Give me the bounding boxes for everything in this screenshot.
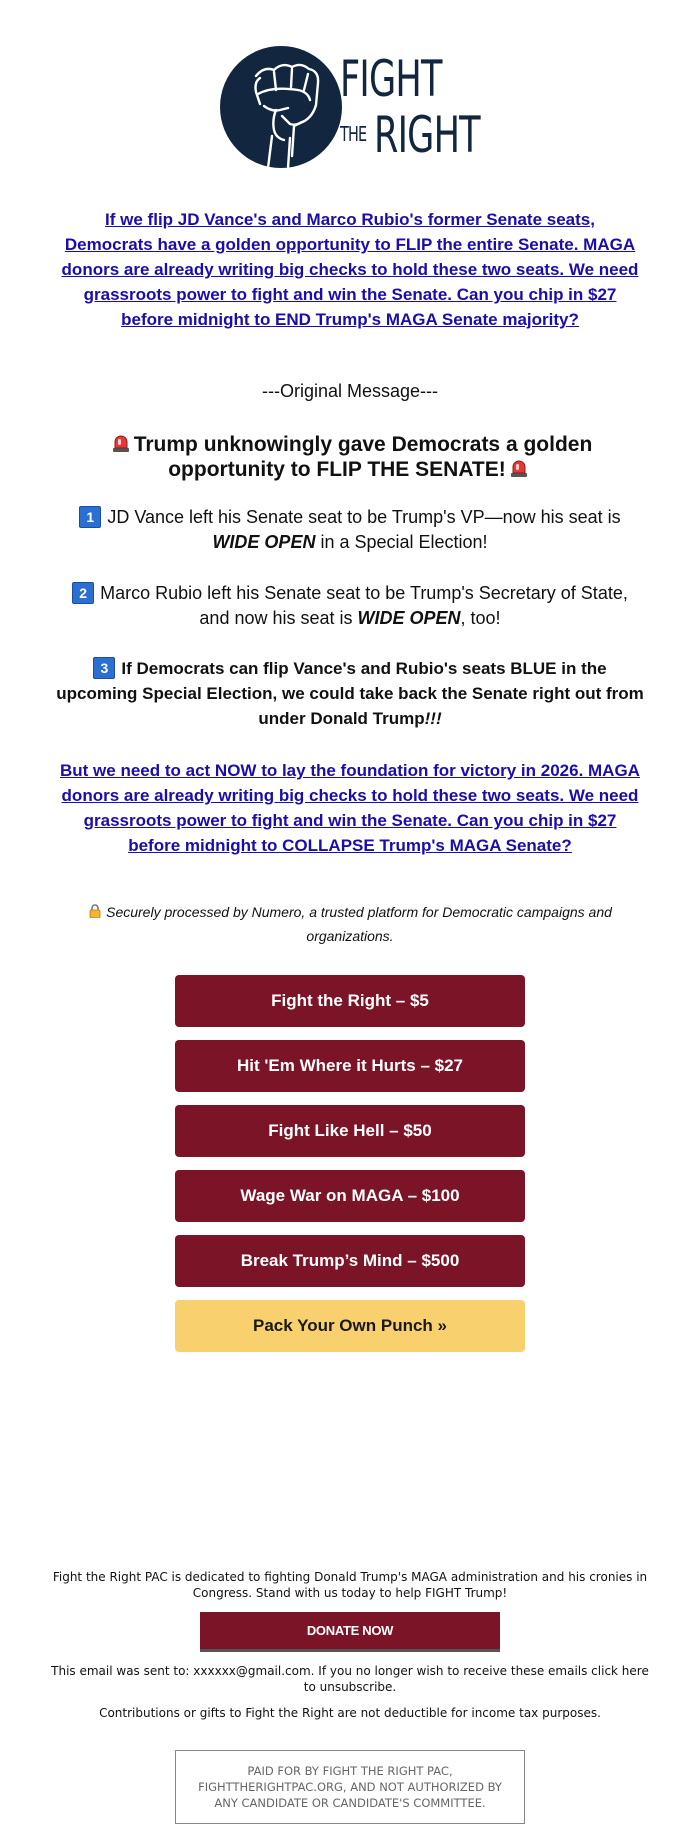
paid-for-text: PAID FOR BY FIGHT THE RIGHT PAC, FIGHTTHERIGHTPAC.ORG, AND NOT AUTHORIZED BY ANY CANDIDATE OR CANDIDATE'S COMMITTEE. [198, 1764, 502, 1810]
secure-processing-note [70, 900, 630, 948]
headline-text: Trump unknowingly gave Democrats a golden opportunity to FLIP THE SENATE! [133, 433, 593, 481]
keycap-one-icon: 1 [79, 506, 101, 528]
custom-amount-button[interactable]: Pack Your Own Punch » [175, 1300, 525, 1352]
donate-now-button[interactable]: DONATE NOW [200, 1612, 500, 1652]
point-two [55, 581, 645, 631]
donate-5-button[interactable]: Fight the Right – $5 [175, 975, 525, 1027]
point-one-emphasis: WIDE OPEN [212, 532, 316, 552]
footer-tax-note: Contributions or gifts to Fight the Right are not deductible for income tax purposes. [99, 1706, 601, 1720]
logo-line-the: THE [340, 122, 367, 146]
donate-27-button[interactable]: Hit 'Em Where it Hurts – $27 [175, 1040, 525, 1092]
raised-fist-icon [220, 46, 342, 168]
point-two-emphasis: WIDE OPEN [357, 608, 461, 628]
intro-donate-link-block [60, 207, 640, 332]
siren-icon [509, 458, 529, 478]
paid-for-disclaimer [175, 1750, 525, 1824]
original-message-divider: ---Original Message--- [261, 381, 439, 401]
donate-50-button[interactable]: Fight Like Hell – $50 [175, 1105, 525, 1157]
donate-100-button[interactable]: Wage War on MAGA – $100 [175, 1170, 525, 1222]
point-three-text: If Democrats can flip Vance's and Rubio's seats BLUE in the upcoming Special Election, we could take back the Senate right out from under Donald Trump [56, 659, 644, 728]
footer-sent-to[interactable]: This email was sent to: xxxxxx@gmail.com. If you no longer wish to receive these emails click here to unsubscribe. [51, 1664, 649, 1694]
keycap-two-icon: 2 [72, 582, 94, 604]
point-three [55, 656, 645, 731]
siren-icon [111, 433, 131, 453]
headline [80, 432, 620, 482]
action-donate-link[interactable]: But we need to act NOW to lay the foundation for victory in 2026. MAGA donors are already writing big checks to hold these two seats. We need grassroots power to fight and win the Senate. Can you chip in $27 before midnight to COLLAPSE Trump's MAGA Senate? [60, 761, 640, 855]
keycap-three-icon: 3 [93, 657, 115, 679]
intro-donate-link[interactable]: If we flip JD Vance's and Marco Rubio's former Senate seats, Democrats have a golden opportunity to FLIP the entire Senate. MAGA donors are already writing big checks to hold these two seats. We need grassroots power to fight and win the Senate. Can you chip in $27 before midnight to END Trump's MAGA Senate majority? [61, 210, 639, 329]
point-one-text: JD Vance left his Senate seat to be Trump's VP—now his seat is [107, 507, 621, 527]
point-two-text-end: , too! [460, 608, 501, 628]
lock-icon [88, 904, 102, 918]
fight-the-right-logo [220, 46, 500, 168]
secure-note-text: Securely processed by Numero, a trusted platform for Democratic campaigns and organizations. [106, 904, 612, 944]
footer-mission: Fight the Right PAC is dedicated to fighting Donald Trump's MAGA administration and his cronies in Congress. Stand with us today to help FIGHT Trump! [52, 1570, 648, 1600]
action-donate-link-block [60, 758, 640, 858]
logo-line-fight: FIGHT [340, 50, 442, 108]
point-one [55, 505, 645, 555]
point-two-text: Marco Rubio left his Senate seat to be Trump's Secretary of State, and now his seat is [100, 583, 628, 628]
logo-line-right: RIGHT [374, 106, 480, 164]
point-one-text-end: in a Special Election! [315, 532, 488, 552]
donate-500-button[interactable]: Break Trump’s Mind – $500 [175, 1235, 525, 1287]
point-three-emphasis: !!! [424, 709, 442, 728]
